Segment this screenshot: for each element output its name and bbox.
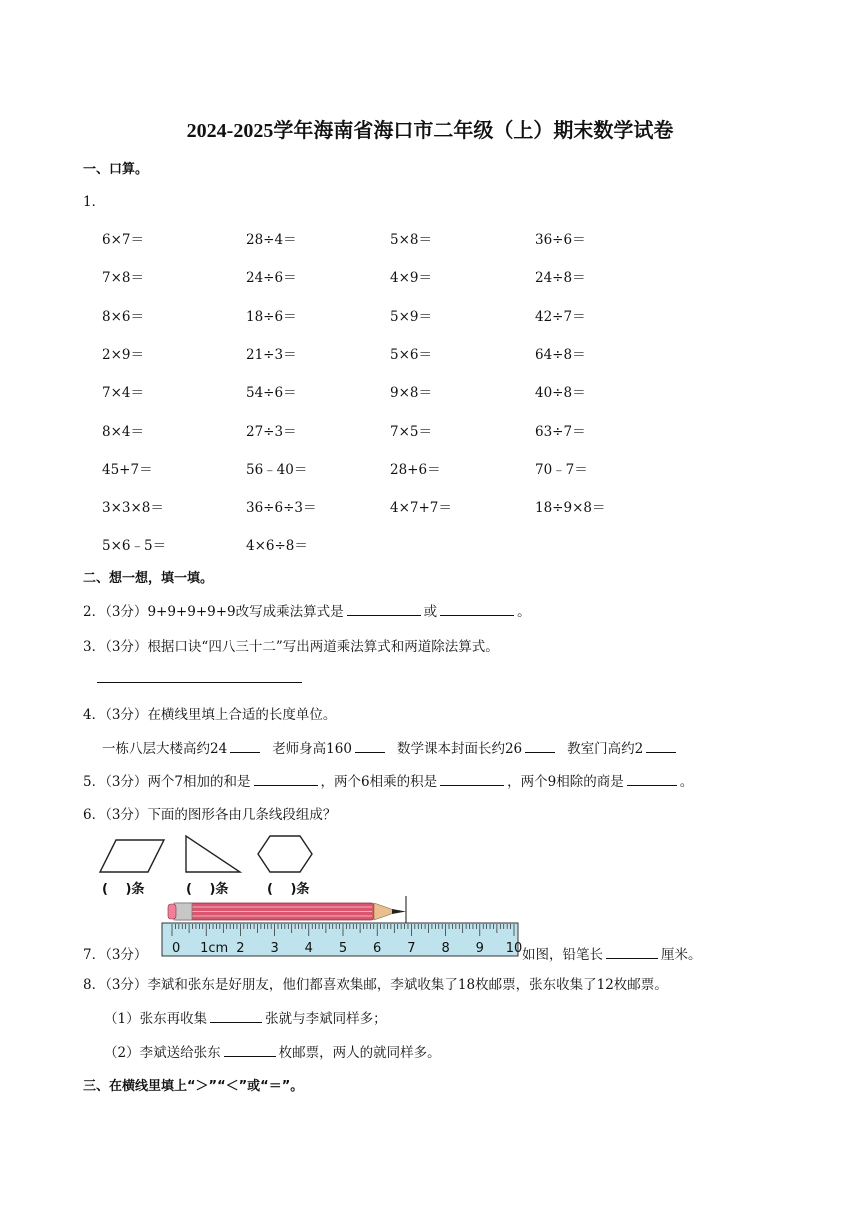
question-text: 枚邮票，两人的就同样多。 (278, 1045, 441, 1061)
question-score: （3分） (105, 604, 148, 620)
question-number: 6． (83, 807, 106, 823)
calc-item: 24÷6＝ (246, 270, 297, 286)
answer-blank[interactable] (347, 601, 421, 616)
calc-item: 63÷7＝ (535, 424, 586, 440)
calc-item: 36÷6÷3＝ (246, 500, 317, 516)
calc-item: 9×8＝ (390, 385, 432, 401)
length-item: 数学课本封面长约26 (396, 741, 523, 757)
question-text: 下面的图形各由几条线段组成？ (147, 807, 337, 823)
calc-item: 28÷4＝ (246, 232, 297, 248)
calc-item: 4×6÷8＝ (246, 538, 308, 554)
answer-blank[interactable] (440, 771, 504, 786)
question-8 (83, 973, 668, 993)
answer-blank[interactable] (627, 771, 677, 786)
question-number: 5． (83, 774, 106, 790)
question-score: （3分） (105, 977, 148, 993)
question-number: 2． (83, 604, 106, 620)
right-triangle-shape (186, 836, 240, 872)
unit-blank[interactable] (355, 738, 385, 753)
calc-item: 5×6＝ (390, 347, 432, 363)
calc-item: 5×8＝ (390, 232, 432, 248)
question-text: （2）李斌送给张东 (104, 1045, 221, 1061)
question-number: 4． (83, 707, 106, 723)
shape-label-1: ( )条 (102, 882, 145, 897)
page-title: 2024-2025学年海南省海口市二年级（上）期末数学试卷 (186, 120, 674, 142)
pencil-ruler-figure (160, 896, 522, 960)
question-7-prefix (83, 943, 147, 963)
ruler-label: 3 (270, 941, 279, 956)
question-text: 厘米。 (661, 947, 702, 963)
calc-item: 5×9＝ (390, 309, 432, 325)
ruler-label: 6 (373, 941, 382, 956)
question-4-items (102, 737, 679, 757)
ruler-label: 1cm (200, 941, 229, 956)
question-text: 。 (679, 774, 694, 790)
unit-blank[interactable] (230, 738, 260, 753)
calc-item: 54÷6＝ (246, 385, 297, 401)
question-text: 在横线里填上合适的长度单位。 (147, 707, 337, 723)
calc-item: 64÷8＝ (535, 347, 586, 363)
ruler-label: 7 (407, 941, 416, 956)
question-text: ，两个6相乘的积是 (320, 774, 438, 790)
question-4 (83, 703, 336, 723)
calc-item: 8×4＝ (102, 424, 144, 440)
answer-blank[interactable] (440, 601, 514, 616)
calc-item: 3×3×8＝ (102, 500, 164, 516)
section-heading-fill: 二、想一想，填一填。 (83, 571, 214, 586)
question-text: 或 (423, 604, 438, 620)
question-score: （3分） (105, 707, 148, 723)
question-text: 根据口诀“四八三十二”写出两道乘法算式和两道除法算式。 (147, 639, 499, 655)
calc-item: 6×7＝ (102, 232, 144, 248)
calc-item: 36÷6＝ (535, 232, 586, 248)
question-2 (83, 600, 531, 620)
question-text: （1）张东再收集 (104, 1011, 208, 1027)
answer-line[interactable] (97, 682, 302, 683)
calc-item: 45+7＝ (102, 462, 153, 478)
question-number: 8． (83, 977, 106, 993)
calc-item: 70﹣7＝ (535, 462, 588, 478)
question-number: 3． (83, 639, 106, 655)
question-8-sub2 (104, 1041, 441, 1061)
calc-item: 40÷8＝ (535, 385, 586, 401)
ruler-label: 4 (304, 941, 313, 956)
shape-label-3: ( )条 (267, 882, 310, 897)
ruler-label: 2 (236, 941, 245, 956)
calc-item: 27÷3＝ (246, 424, 297, 440)
question-6 (83, 803, 336, 823)
calc-item: 8×6＝ (102, 309, 144, 325)
question-number-1: 1． (83, 194, 106, 210)
section-heading-compare: 三、在横线里填上“＞”“＜”或“＝”。 (83, 1079, 304, 1094)
calc-item: 28+6＝ (390, 462, 441, 478)
question-score: （3分） (105, 807, 148, 823)
calc-item: 18÷9×8＝ (535, 500, 606, 516)
answer-blank[interactable] (224, 1042, 276, 1057)
shape-label-2: ( )条 (186, 882, 229, 897)
ruler-label: 10 (505, 941, 522, 956)
length-item: 一栋八层大楼高约24 (102, 741, 228, 757)
unit-blank[interactable] (525, 738, 555, 753)
question-text: 张就与李斌同样多； (265, 1011, 387, 1027)
answer-blank[interactable] (606, 944, 658, 959)
ruler-label: 9 (475, 941, 484, 956)
calc-item: 7×5＝ (390, 424, 432, 440)
answer-blank[interactable] (254, 771, 318, 786)
calc-item: 21÷3＝ (246, 347, 297, 363)
answer-blank[interactable] (210, 1008, 262, 1023)
calc-item: 24÷8＝ (535, 270, 586, 286)
calc-item: 4×9＝ (390, 270, 432, 286)
section-heading-oral: 一、口算。 (83, 162, 149, 177)
question-text: 两个7相加的和是 (147, 774, 251, 790)
question-text: 9+9+9+9+9改写成乘法算式是 (147, 604, 344, 620)
question-text: ，两个9相除的商是 (507, 774, 624, 790)
calc-item: 18÷6＝ (246, 309, 297, 325)
ruler-label: 0 (172, 941, 181, 956)
question-8-sub1 (104, 1007, 387, 1027)
parallelogram-shape (100, 840, 164, 872)
calc-item: 42÷7＝ (535, 309, 586, 325)
calc-item: 5×6﹣5＝ (102, 538, 167, 554)
question-5 (83, 770, 693, 790)
length-item: 老师身高160 (272, 741, 352, 757)
question-7-text (522, 943, 702, 963)
calc-item: 7×8＝ (102, 270, 144, 286)
ruler-label: 8 (441, 941, 450, 956)
calc-item: 2×9＝ (102, 347, 144, 363)
question-text: 如图，铅笔长 (522, 947, 603, 963)
pencil-icon (168, 896, 406, 923)
calc-item: 7×4＝ (102, 385, 144, 401)
unit-blank[interactable] (646, 738, 676, 753)
calc-item: 4×7+7＝ (390, 500, 452, 516)
question-score: （3分） (105, 639, 148, 655)
question-number: 7． (83, 947, 106, 963)
question-3 (83, 635, 499, 655)
question-text: 。 (517, 604, 531, 620)
question-score: （3分） (105, 774, 148, 790)
calc-item: 56﹣40＝ (246, 462, 308, 478)
question-text: 李斌和张东是好朋友，他们都喜欢集邮，李斌收集了18枚邮票，张东收集了12枚邮票。 (147, 977, 668, 993)
question-score: （3分） (105, 947, 148, 963)
length-item: 教室门高约2 (567, 741, 644, 757)
ruler-label: 5 (338, 941, 348, 956)
hexagon-shape (258, 836, 312, 872)
